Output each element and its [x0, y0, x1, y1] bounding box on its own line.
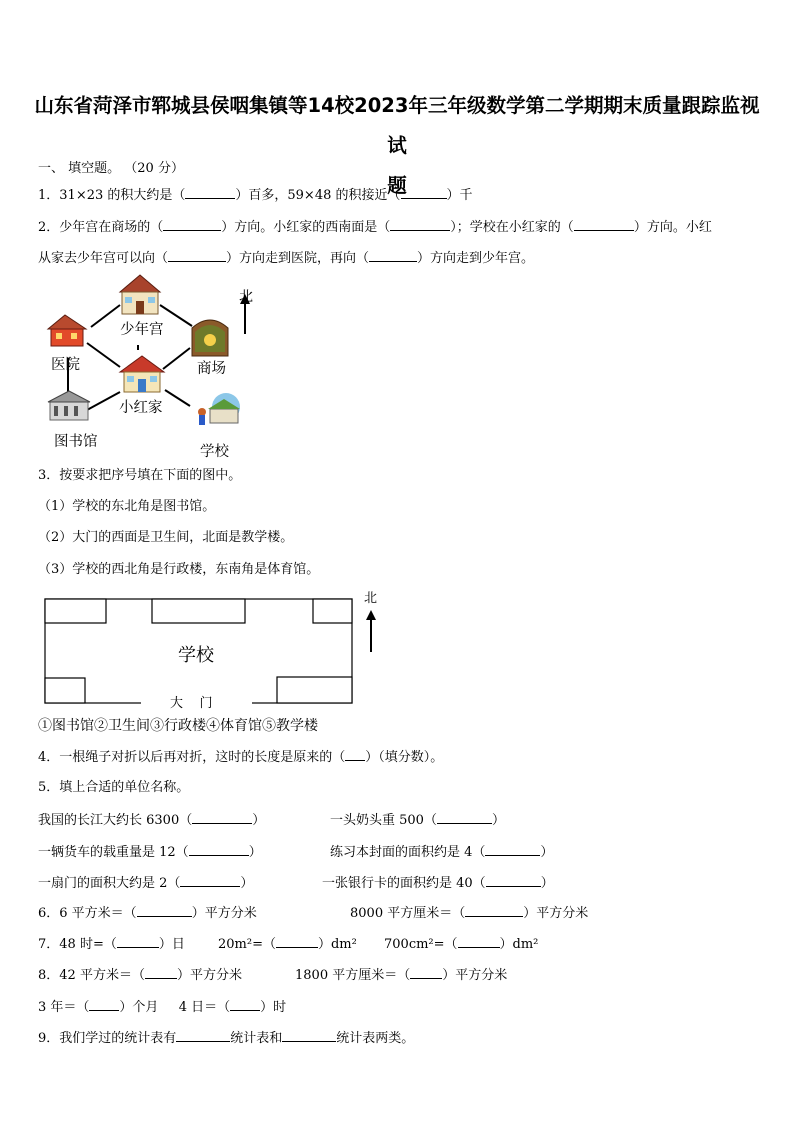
answer-blank[interactable]	[410, 965, 442, 979]
home-icon	[120, 356, 164, 392]
question-5-item-b: 一头奶头重 500（ ）	[330, 810, 505, 831]
place-label-school: 学校	[200, 444, 229, 460]
answer-blank[interactable]	[465, 903, 523, 917]
place-label-library: 图书馆	[54, 434, 98, 450]
answer-blank[interactable]	[163, 217, 221, 231]
section-heading: 一、 填空题。 （20 分）	[38, 161, 184, 176]
answer-blank[interactable]	[117, 934, 159, 948]
question-8-c: 3 年＝（ ）个月 4 日＝（ ）时	[38, 997, 286, 1018]
map-connections	[68, 305, 192, 410]
question-3-condition-1: （1）学校的东北角是图书馆。	[38, 499, 216, 514]
answer-blank[interactable]	[282, 1028, 336, 1042]
answer-blank[interactable]	[89, 997, 119, 1011]
library-icon	[48, 391, 90, 420]
north-arrow	[364, 591, 377, 652]
gate-label: 大 门	[170, 696, 213, 711]
question-5-item-a: 我国的长江大约长 6300（ ）	[38, 810, 265, 831]
box-north-center[interactable]	[152, 599, 245, 623]
question-5-item-e: 一扇门的面积大约是 2（ ）	[38, 873, 253, 894]
question-6-a: 6．6 平方米＝（ ）平方分米	[38, 903, 257, 924]
answer-blank[interactable]	[458, 934, 500, 948]
question-5-item-c: 一辆货车的载重量是 12（ ）	[38, 842, 262, 863]
answer-blank[interactable]	[486, 873, 541, 887]
question-3-stem: 3．按要求把序号填在下面的图中。	[38, 468, 242, 483]
direction-map	[40, 272, 280, 464]
north-label: 北	[239, 289, 253, 305]
question-3-condition-3: （3）学校的西北角是行政楼，东南角是体育馆。	[38, 562, 320, 577]
place-label-hospital: 医院	[51, 357, 80, 373]
question-8-a: 8．42 平方米＝（ ）平方分米	[38, 965, 242, 986]
question-7-a: 7．48 时=（ ）日	[38, 934, 185, 955]
school-map	[40, 588, 385, 716]
answer-blank[interactable]	[485, 842, 540, 856]
answer-blank[interactable]	[345, 747, 365, 761]
answer-blank[interactable]	[437, 810, 492, 824]
answer-blank[interactable]	[276, 934, 318, 948]
box-northeast[interactable]	[313, 599, 352, 623]
question-7-b: 20m²=（ ）dm²	[218, 934, 357, 955]
answer-blank[interactable]	[230, 997, 260, 1011]
answer-blank[interactable]	[185, 185, 235, 199]
question-1: 1．31×23 的积大约是（ ）百多，59×48 的积接近（ ）千	[38, 185, 473, 206]
answer-blank[interactable]	[145, 965, 177, 979]
north-label: 北	[364, 591, 378, 606]
question-9: 9．我们学过的统计表有 统计表和 统计表两类。	[38, 1028, 414, 1049]
place-label-mall: 商场	[197, 361, 226, 377]
answer-blank[interactable]	[192, 810, 252, 824]
answer-blank[interactable]	[390, 217, 450, 231]
house-icon	[120, 275, 160, 314]
question-7-c: 700cm²=（ ）dm²	[384, 934, 538, 955]
answer-blank[interactable]	[401, 185, 447, 199]
hospital-icon	[48, 315, 86, 346]
question-8-b: 1800 平方厘米＝（ ）平方分米	[295, 965, 507, 986]
place-label-home: 小红家	[119, 400, 163, 416]
question-4: 4．一根绳子对折以后再对折，这时的长度是原来的（ ）（填分数）。	[38, 747, 443, 768]
question-5-item-f: 一张银行卡的面积约是 40（ ）	[322, 873, 554, 894]
mall-icon	[192, 320, 228, 356]
answer-blank[interactable]	[180, 873, 240, 887]
answer-blank[interactable]	[369, 248, 417, 262]
question-6-b: 8000 平方厘米＝（ ）平方分米	[350, 903, 588, 924]
north-arrow	[239, 289, 253, 334]
place-label-palace: 少年宫	[120, 322, 164, 338]
school-label: 学校	[178, 645, 214, 666]
answer-blank[interactable]	[137, 903, 192, 917]
option-list: ①图书馆②卫生间③行政楼④体育馆⑤教学楼	[38, 718, 318, 734]
answer-blank[interactable]	[168, 248, 226, 262]
title-line-1: 山东省菏泽市郓城县侯咽集镇等14校2023年三年级数学第二学期期末质量跟踪监视试	[34, 94, 760, 157]
answer-blank[interactable]	[176, 1028, 230, 1042]
question-2-line-1: 2．少年宫在商场的（ ）方向。小红家的西南面是（ ）；学校在小红家的（ ）方向。小红	[38, 217, 712, 238]
title-line-2: 题	[387, 174, 407, 197]
box-northwest[interactable]	[45, 599, 106, 623]
answer-blank[interactable]	[574, 217, 634, 231]
box-southeast[interactable]	[277, 677, 352, 703]
box-southwest[interactable]	[45, 678, 85, 703]
question-3-condition-2: （2）大门的西面是卫生间，北面是教学楼。	[38, 530, 294, 545]
question-5-stem: 5．填上合适的单位名称。	[38, 780, 190, 795]
question-2-line-2: 从家去少年宫可以向（ ）方向走到医院，再向（ ）方向走到少年宫。	[38, 248, 534, 269]
question-5-item-d: 练习本封面的面积约是 4（ ）	[330, 842, 553, 863]
school-icon	[198, 393, 240, 425]
answer-blank[interactable]	[189, 842, 249, 856]
